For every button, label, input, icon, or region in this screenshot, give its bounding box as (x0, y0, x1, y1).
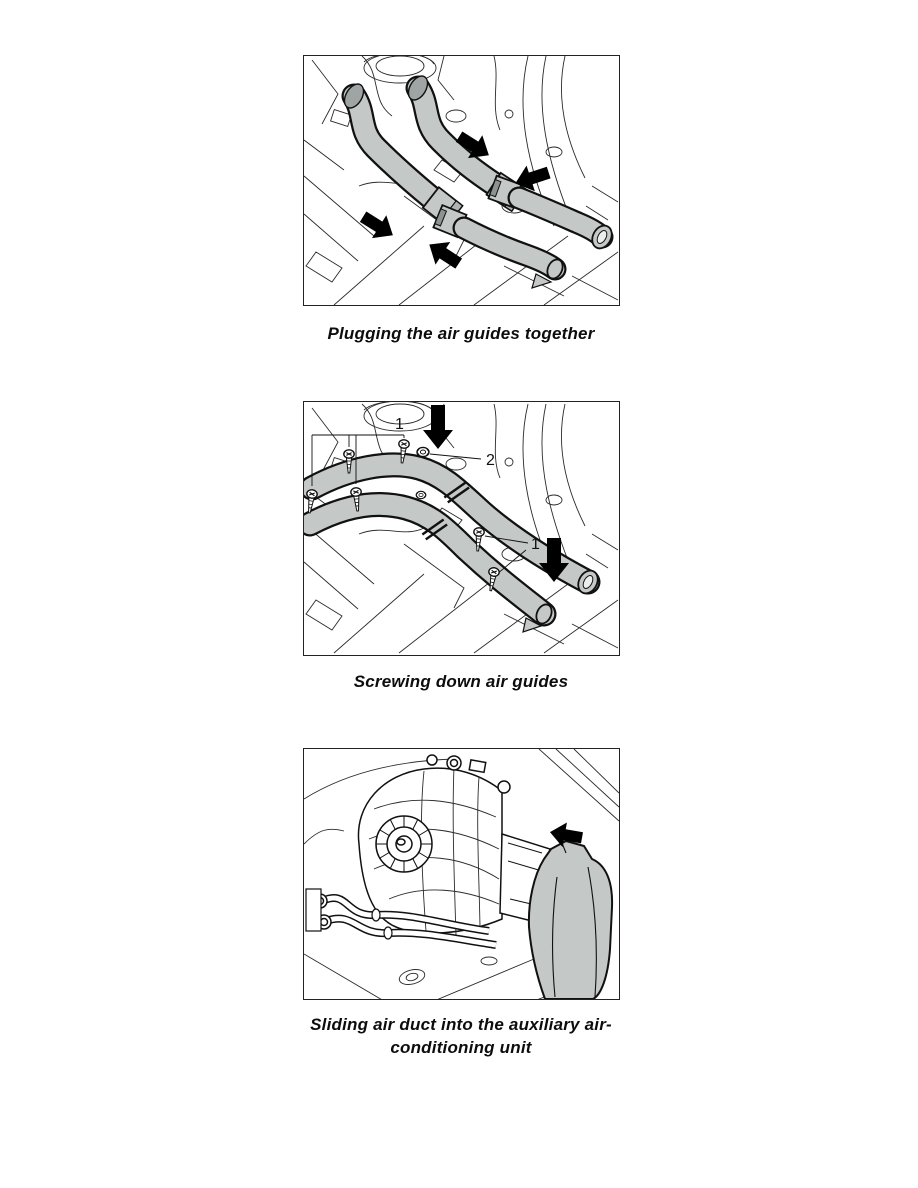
blower-wheel (376, 816, 432, 872)
figure-plugging-air-guides (303, 55, 620, 306)
callout-label-1-rear: 1 (531, 536, 540, 553)
figure-frame (303, 55, 620, 306)
expanding-nut-icon (417, 447, 429, 456)
callout-label-1-front: 1 (395, 416, 404, 433)
air-duct (529, 841, 612, 999)
insert-direction-arrow-icon (422, 233, 466, 275)
figure-caption: Plugging the air guides together (327, 324, 595, 343)
figure-sliding-air-duct (303, 748, 620, 1000)
sliding-air-duct-illustration (304, 749, 619, 999)
expanding-nut-icon (416, 491, 426, 498)
figure-caption: Sliding air duct into the auxiliary air-conditioning unit (310, 1015, 612, 1057)
assembled-air-guide-lower (310, 505, 555, 632)
callout-label-2: 2 (486, 452, 495, 469)
figure-screwing-down-air-guides (303, 401, 620, 656)
auxiliary-ac-unit (306, 755, 550, 945)
screwing-down-air-guides-illustration (304, 402, 619, 655)
plugging-air-guides-illustration (304, 56, 619, 305)
press-down-arrow-icon (423, 405, 453, 449)
figure-frame (303, 748, 620, 1000)
figure-frame (303, 401, 620, 656)
figure-caption: Screwing down air guides (353, 672, 569, 691)
